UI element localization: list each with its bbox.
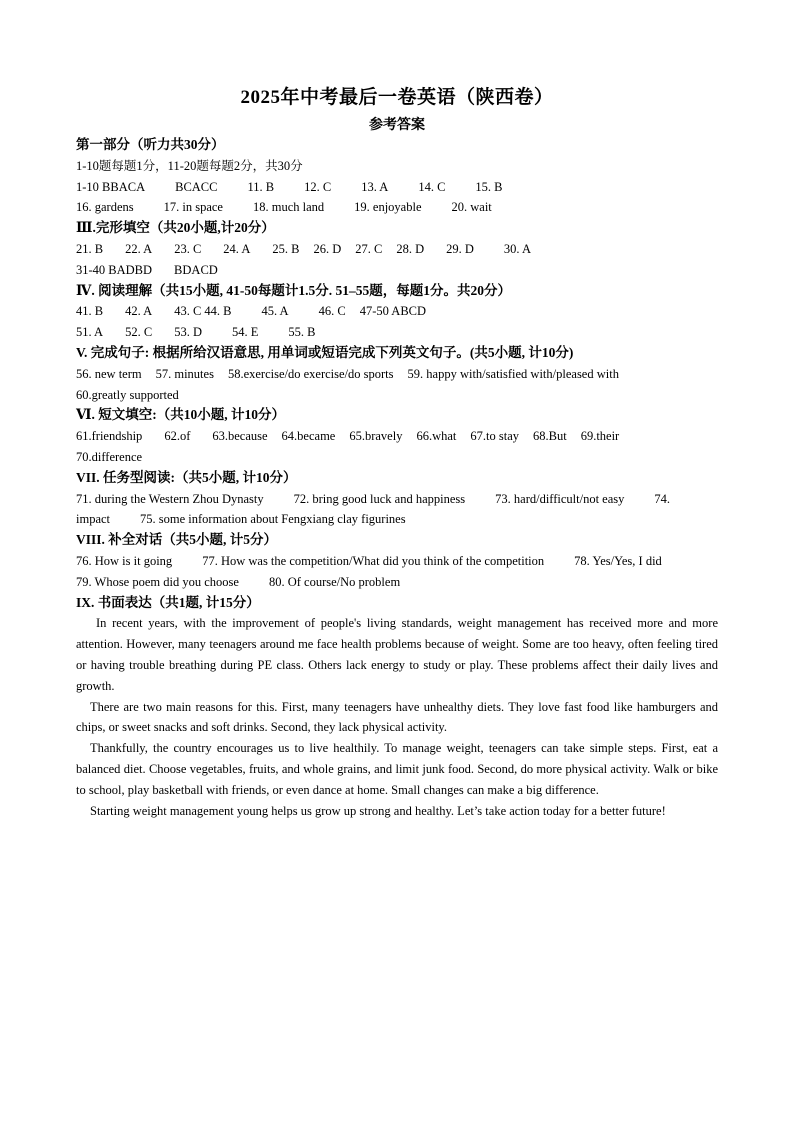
answer-76: 76. How is it going: [76, 553, 173, 568]
answer-6-10: BCACC: [175, 179, 218, 194]
answer-12: 12. C: [304, 179, 332, 194]
part9-heading: IX. 书面表达（共1题, 计15分）: [76, 594, 260, 610]
essay-paragraph-3: Thankfully, the country encourages us to live healthily. To manage weight, teenagers can take simple steps. First, eat a balanced diet. Choose vegetables, fruits, and whole grains, and limit junk food. Second, do more physical activity. Walk or bike to school, play basketball with friends, or even dance at home. Small changes can make a big difference.: [76, 741, 718, 797]
essay-paragraph-4: Starting weight management young helps us grow up strong and healthy. Let’s take action today for a better future!: [90, 803, 666, 818]
answer-1-5: 1-10 BBACA: [76, 179, 146, 194]
answer-51: 51. A: [76, 325, 104, 340]
answer-62: 62.of: [164, 429, 191, 444]
answer-57: 57. minutes: [155, 366, 214, 381]
part1-heading: 第一部分（听力共30分）: [76, 137, 225, 152]
answer-73: 73. hard/difficult/not easy: [495, 491, 625, 506]
answer-25: 25. B: [272, 241, 300, 256]
answer-59: 59. happy with/satisfied with/pleased with: [407, 366, 619, 381]
answer-sheet: [76, 82, 718, 821]
answer-54: 54. E: [231, 325, 259, 340]
answer-80: 80. Of course/No problem: [268, 574, 401, 589]
part1-row1: [76, 177, 718, 198]
answer-26: 26. D: [313, 241, 342, 256]
answer-79: 79. Whose poem did you choose: [76, 574, 239, 589]
answer-18: 18. much land: [252, 200, 325, 215]
document-subtitle: 参考答案: [369, 118, 425, 133]
answer-67: 67.to stay: [470, 429, 519, 444]
answer-60: 60.greatly supported: [76, 387, 179, 402]
part6-row1: [76, 426, 718, 447]
part8-heading: VIII. 补全对话（共5小题, 计5分）: [76, 532, 278, 548]
answer-77: 77. How was the competition/What did you think of the competition: [202, 553, 545, 568]
answer-16: 16. gardens: [76, 200, 134, 215]
answer-45: 45. A: [261, 304, 289, 319]
essay-paragraph-1: In recent years, with the improvement of people's living standards, weight management has received more and more attention. However, many teenagers around me face health problems because of weight. Some are too heavy, often feeling tired or having trouble breathing during PE class. Others lack energy to study or play. These problems affect their daily lives and growth.: [76, 616, 718, 693]
answer-61: 61.friendship: [76, 429, 143, 444]
answer-22: 22. A: [125, 241, 153, 256]
answer-23: 23. C: [174, 241, 202, 256]
answer-72: 72. bring good luck and happiness: [293, 491, 466, 506]
part5-row1: [76, 364, 718, 385]
answer-68: 68.But: [533, 429, 567, 444]
answer-30: 30. A: [503, 241, 531, 256]
answer-56: 56. new term: [76, 366, 142, 381]
answer-66: 66.what: [416, 429, 457, 444]
part3-row1: [76, 239, 718, 260]
answer-42: 42. A: [125, 304, 153, 319]
part1-row2: [76, 197, 718, 218]
answer-20: 20. wait: [451, 200, 492, 215]
answer-47-50: 47-50 ABCD: [359, 304, 427, 319]
part1-note: 1-10题每题1分，11-20题每题2分，共30分: [76, 158, 303, 173]
answer-27: 27. C: [355, 241, 383, 256]
answer-65: 65.bravely: [349, 429, 403, 444]
answer-58: 58.exercise/do exercise/do sports: [227, 366, 394, 381]
answer-75: 75. some information about Fengxiang clay figurines: [140, 512, 406, 527]
answer-24: 24. A: [223, 241, 251, 256]
answer-15: 15. B: [475, 179, 503, 194]
part6-heading: Ⅵ. 短文填空:（共10小题, 计10分）: [76, 407, 286, 423]
answer-19: 19. enjoyable: [354, 200, 422, 215]
answer-46: 46. C: [318, 304, 346, 319]
part4-heading: Ⅳ. 阅读理解（共15小题, 41-50每题计1.5分. 51–55题，每题1分。共20分）: [76, 282, 511, 298]
answer-71: 71. during the Western Zhou Dynasty: [76, 491, 264, 506]
part6-row2: [76, 447, 718, 468]
part4-row2: [76, 322, 718, 343]
part8-row1: [76, 551, 718, 572]
answer-36-40: BDACD: [174, 262, 218, 277]
answer-64: 64.became: [281, 429, 336, 444]
part5-row2: [76, 385, 718, 406]
answer-43-44: 43. C 44. B: [174, 304, 232, 319]
part8-row2: [76, 572, 718, 593]
answer-63: 63.because: [212, 429, 268, 444]
answer-28: 28. D: [396, 241, 425, 256]
answer-69: 69.their: [580, 429, 620, 444]
answer-21: 21. B: [76, 241, 104, 256]
answer-31-35: 31-40 BADBD: [76, 262, 153, 277]
part4-row1: [76, 301, 718, 322]
answer-52: 52. C: [125, 325, 153, 340]
answer-14: 14. C: [418, 179, 446, 194]
answer-29: 29. D: [446, 241, 474, 256]
essay-paragraph-2: There are two main reasons for this. First, many teenagers have unhealthy diets. They love fast food like hamburgers and chips, or sweet snacks and soft drinks. Second, they lack physical activity.: [76, 699, 718, 735]
part7-row2: [76, 509, 718, 530]
part3-row2: [76, 260, 718, 281]
part7-row1: [76, 489, 718, 510]
answer-55: 55. B: [288, 325, 316, 340]
answer-70: 70.difference: [76, 449, 143, 464]
answer-11: 11. B: [247, 179, 275, 194]
answer-78: 78. Yes/Yes, I did: [574, 553, 662, 568]
document-title: 2025年中考最后一卷英语（陕西卷）: [240, 87, 554, 108]
answer-74-number: 74.: [654, 491, 671, 506]
part3-heading: Ⅲ.完形填空（共20小题,计20分）: [76, 220, 275, 236]
answer-17: 17. in space: [163, 200, 223, 215]
answer-41: 41. B: [76, 304, 104, 319]
answer-13: 13. A: [361, 179, 389, 194]
answer-53: 53. D: [174, 325, 202, 340]
part5-heading: V. 完成句子: 根据所给汉语意思, 用单词或短语完成下列英文句子。(共5小题, 计10分): [76, 344, 574, 360]
part7-heading: VII. 任务型阅读:（共5小题, 计10分）: [76, 469, 297, 485]
answer-74: impact: [76, 512, 111, 527]
